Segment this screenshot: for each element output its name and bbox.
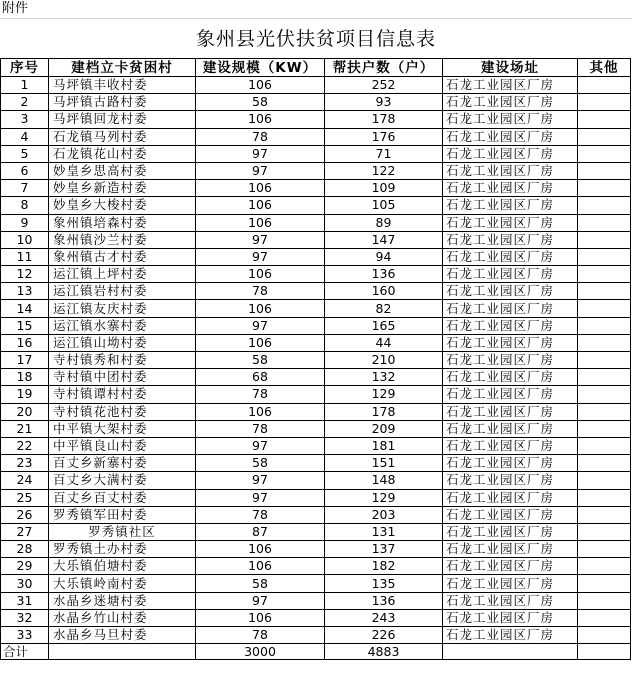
row-site: 石龙工业园区厂房 bbox=[443, 472, 578, 489]
row-other bbox=[578, 94, 631, 111]
row-other bbox=[578, 609, 631, 626]
row-scale: 106 bbox=[196, 180, 325, 197]
row-scale: 106 bbox=[196, 197, 325, 214]
row-village: 百丈乡百丈村委 bbox=[49, 489, 196, 506]
row-no: 17 bbox=[1, 352, 49, 369]
row-scale: 97 bbox=[196, 231, 325, 248]
table-row bbox=[1, 609, 631, 626]
row-no: 5 bbox=[1, 145, 49, 162]
row-households: 182 bbox=[325, 558, 443, 575]
row-site: 石龙工业园区厂房 bbox=[443, 627, 578, 644]
row-village: 中平镇大架村委 bbox=[49, 420, 196, 437]
total-empty-cell bbox=[578, 644, 631, 660]
row-scale: 97 bbox=[196, 162, 325, 179]
row-other bbox=[578, 489, 631, 506]
table-row bbox=[1, 541, 631, 558]
row-households: 178 bbox=[325, 111, 443, 128]
row-other bbox=[578, 128, 631, 145]
row-site: 石龙工业园区厂房 bbox=[443, 231, 578, 248]
row-households: 226 bbox=[325, 627, 443, 644]
row-scale: 78 bbox=[196, 627, 325, 644]
row-no: 23 bbox=[1, 455, 49, 472]
row-village: 运江镇山坳村委 bbox=[49, 334, 196, 351]
row-village: 石龙镇马列村委 bbox=[49, 128, 196, 145]
row-households: 181 bbox=[325, 437, 443, 454]
table-row bbox=[1, 403, 631, 420]
table-row bbox=[1, 420, 631, 437]
total-households: 4883 bbox=[325, 644, 443, 660]
row-no: 13 bbox=[1, 283, 49, 300]
poverty-project-table bbox=[0, 58, 631, 660]
row-village: 运江镇上坪村委 bbox=[49, 266, 196, 283]
row-site: 石龙工业园区厂房 bbox=[443, 420, 578, 437]
table-row bbox=[1, 266, 631, 283]
header-households: 帮扶户数（户） bbox=[325, 59, 443, 77]
total-scale: 3000 bbox=[196, 644, 325, 660]
row-other bbox=[578, 455, 631, 472]
table-row bbox=[1, 111, 631, 128]
row-households: 147 bbox=[325, 231, 443, 248]
row-no: 16 bbox=[1, 334, 49, 351]
table-body bbox=[1, 77, 631, 644]
row-households: 136 bbox=[325, 592, 443, 609]
row-scale: 106 bbox=[196, 266, 325, 283]
row-households: 105 bbox=[325, 197, 443, 214]
row-other bbox=[578, 386, 631, 403]
row-no: 11 bbox=[1, 248, 49, 265]
row-other bbox=[578, 575, 631, 592]
row-other bbox=[578, 317, 631, 334]
row-households: 135 bbox=[325, 575, 443, 592]
row-no: 2 bbox=[1, 94, 49, 111]
table-row bbox=[1, 506, 631, 523]
row-village: 百丈乡大满村委 bbox=[49, 472, 196, 489]
row-site: 石龙工业园区厂房 bbox=[443, 77, 578, 94]
header-site: 建设场址 bbox=[443, 59, 578, 77]
row-scale: 97 bbox=[196, 472, 325, 489]
header-row bbox=[1, 59, 631, 77]
row-scale: 106 bbox=[196, 334, 325, 351]
row-site: 石龙工业园区厂房 bbox=[443, 523, 578, 540]
row-scale: 97 bbox=[196, 248, 325, 265]
row-households: 243 bbox=[325, 609, 443, 626]
row-other bbox=[578, 558, 631, 575]
row-no: 9 bbox=[1, 214, 49, 231]
row-site: 石龙工业园区厂房 bbox=[443, 283, 578, 300]
table-row bbox=[1, 180, 631, 197]
row-households: 148 bbox=[325, 472, 443, 489]
row-no: 31 bbox=[1, 592, 49, 609]
table-row bbox=[1, 455, 631, 472]
row-site: 石龙工业园区厂房 bbox=[443, 558, 578, 575]
total-row bbox=[1, 644, 631, 660]
row-households: 165 bbox=[325, 317, 443, 334]
row-village: 大乐镇岭南村委 bbox=[49, 575, 196, 592]
header-other: 其他 bbox=[578, 59, 631, 77]
row-site: 石龙工业园区厂房 bbox=[443, 506, 578, 523]
row-village: 寺村镇中团村委 bbox=[49, 369, 196, 386]
attachment-label: 附件 bbox=[2, 1, 29, 16]
row-scale: 58 bbox=[196, 455, 325, 472]
row-scale: 97 bbox=[196, 489, 325, 506]
row-households: 129 bbox=[325, 489, 443, 506]
row-no: 1 bbox=[1, 77, 49, 94]
row-other bbox=[578, 111, 631, 128]
header-scale: 建设规模（KW） bbox=[196, 59, 325, 77]
row-no: 20 bbox=[1, 403, 49, 420]
row-scale: 68 bbox=[196, 369, 325, 386]
row-no: 4 bbox=[1, 128, 49, 145]
row-village: 象州镇培森村委 bbox=[49, 214, 196, 231]
row-other bbox=[578, 266, 631, 283]
row-no: 28 bbox=[1, 541, 49, 558]
table-row bbox=[1, 162, 631, 179]
row-village: 寺村镇谭村村委 bbox=[49, 386, 196, 403]
row-village: 运江镇水寨村委 bbox=[49, 317, 196, 334]
row-no: 14 bbox=[1, 300, 49, 317]
row-village: 大乐镇伯塘村委 bbox=[49, 558, 196, 575]
row-village: 罗秀镇军田村委 bbox=[49, 506, 196, 523]
table-title: 象州县光伏扶贫项目信息表 bbox=[195, 28, 436, 50]
row-scale: 97 bbox=[196, 592, 325, 609]
row-divider bbox=[0, 18, 632, 19]
row-village: 马坪镇古路村委 bbox=[49, 94, 196, 111]
row-households: 136 bbox=[325, 266, 443, 283]
row-no: 15 bbox=[1, 317, 49, 334]
row-village: 运江镇岩村村委 bbox=[49, 283, 196, 300]
row-no: 12 bbox=[1, 266, 49, 283]
row-village: 罗秀镇社区 bbox=[49, 523, 196, 540]
row-site: 石龙工业园区厂房 bbox=[443, 352, 578, 369]
row-site: 石龙工业园区厂房 bbox=[443, 248, 578, 265]
row-no: 19 bbox=[1, 386, 49, 403]
table-row bbox=[1, 214, 631, 231]
row-other bbox=[578, 627, 631, 644]
row-no: 24 bbox=[1, 472, 49, 489]
row-no: 29 bbox=[1, 558, 49, 575]
table-row bbox=[1, 128, 631, 145]
row-site: 石龙工业园区厂房 bbox=[443, 334, 578, 351]
row-site: 石龙工业园区厂房 bbox=[443, 197, 578, 214]
row-village: 石龙镇花山村委 bbox=[49, 145, 196, 162]
row-no: 6 bbox=[1, 162, 49, 179]
row-other bbox=[578, 420, 631, 437]
row-households: 109 bbox=[325, 180, 443, 197]
row-site: 石龙工业园区厂房 bbox=[443, 94, 578, 111]
row-other bbox=[578, 300, 631, 317]
table-row bbox=[1, 558, 631, 575]
row-other bbox=[578, 437, 631, 454]
row-village: 象州镇沙兰村委 bbox=[49, 231, 196, 248]
row-scale: 78 bbox=[196, 386, 325, 403]
row-no: 32 bbox=[1, 609, 49, 626]
table-row bbox=[1, 592, 631, 609]
row-site: 石龙工业园区厂房 bbox=[443, 369, 578, 386]
row-village: 百丈乡新寨村委 bbox=[49, 455, 196, 472]
table-row bbox=[1, 300, 631, 317]
table-row bbox=[1, 352, 631, 369]
row-other bbox=[578, 334, 631, 351]
row-scale: 58 bbox=[196, 94, 325, 111]
row-households: 122 bbox=[325, 162, 443, 179]
row-households: 132 bbox=[325, 369, 443, 386]
row-no: 22 bbox=[1, 437, 49, 454]
row-village: 寺村镇花池村委 bbox=[49, 403, 196, 420]
row-village: 寺村镇秀和村委 bbox=[49, 352, 196, 369]
row-scale: 106 bbox=[196, 300, 325, 317]
row-households: 203 bbox=[325, 506, 443, 523]
row-households: 89 bbox=[325, 214, 443, 231]
row-other bbox=[578, 283, 631, 300]
table-row bbox=[1, 145, 631, 162]
row-scale: 106 bbox=[196, 609, 325, 626]
table-row bbox=[1, 94, 631, 111]
row-scale: 106 bbox=[196, 403, 325, 420]
row-site: 石龙工业园区厂房 bbox=[443, 575, 578, 592]
row-other bbox=[578, 214, 631, 231]
row-other bbox=[578, 197, 631, 214]
row-other bbox=[578, 541, 631, 558]
row-no: 25 bbox=[1, 489, 49, 506]
row-scale: 58 bbox=[196, 575, 325, 592]
row-site: 石龙工业园区厂房 bbox=[443, 128, 578, 145]
row-no: 30 bbox=[1, 575, 49, 592]
row-scale: 106 bbox=[196, 214, 325, 231]
row-households: 94 bbox=[325, 248, 443, 265]
row-village: 水晶乡迷塘村委 bbox=[49, 592, 196, 609]
row-other bbox=[578, 248, 631, 265]
row-village: 水晶乡竹山村委 bbox=[49, 609, 196, 626]
row-site: 石龙工业园区厂房 bbox=[443, 180, 578, 197]
row-village: 运江镇友庆村委 bbox=[49, 300, 196, 317]
row-no: 27 bbox=[1, 523, 49, 540]
table-row bbox=[1, 627, 631, 644]
row-scale: 106 bbox=[196, 558, 325, 575]
table-row bbox=[1, 248, 631, 265]
row-scale: 87 bbox=[196, 523, 325, 540]
row-households: 129 bbox=[325, 386, 443, 403]
table-row bbox=[1, 231, 631, 248]
row-households: 160 bbox=[325, 283, 443, 300]
row-site: 石龙工业园区厂房 bbox=[443, 111, 578, 128]
row-other bbox=[578, 523, 631, 540]
row-households: 151 bbox=[325, 455, 443, 472]
table-row bbox=[1, 437, 631, 454]
row-scale: 106 bbox=[196, 111, 325, 128]
row-site: 石龙工业园区厂房 bbox=[443, 592, 578, 609]
row-other bbox=[578, 352, 631, 369]
row-site: 石龙工业园区厂房 bbox=[443, 489, 578, 506]
row-other bbox=[578, 77, 631, 94]
row-site: 石龙工业园区厂房 bbox=[443, 214, 578, 231]
row-other bbox=[578, 592, 631, 609]
row-scale: 106 bbox=[196, 77, 325, 94]
row-site: 石龙工业园区厂房 bbox=[443, 300, 578, 317]
row-scale: 58 bbox=[196, 352, 325, 369]
row-households: 209 bbox=[325, 420, 443, 437]
row-other bbox=[578, 506, 631, 523]
row-other bbox=[578, 162, 631, 179]
row-village: 马坪镇丰收村委 bbox=[49, 77, 196, 94]
row-households: 131 bbox=[325, 523, 443, 540]
row-households: 252 bbox=[325, 77, 443, 94]
row-other bbox=[578, 180, 631, 197]
row-no: 3 bbox=[1, 111, 49, 128]
row-no: 10 bbox=[1, 231, 49, 248]
row-no: 33 bbox=[1, 627, 49, 644]
table-row bbox=[1, 197, 631, 214]
row-other bbox=[578, 369, 631, 386]
row-village: 马坪镇回龙村委 bbox=[49, 111, 196, 128]
row-households: 176 bbox=[325, 128, 443, 145]
row-site: 石龙工业园区厂房 bbox=[443, 437, 578, 454]
row-village: 中平镇良山村委 bbox=[49, 437, 196, 454]
row-scale: 78 bbox=[196, 420, 325, 437]
row-other bbox=[578, 145, 631, 162]
table-row bbox=[1, 369, 631, 386]
table-row bbox=[1, 489, 631, 506]
row-site: 石龙工业园区厂房 bbox=[443, 162, 578, 179]
row-site: 石龙工业园区厂房 bbox=[443, 403, 578, 420]
row-scale: 106 bbox=[196, 541, 325, 558]
row-scale: 97 bbox=[196, 317, 325, 334]
row-site: 石龙工业园区厂房 bbox=[443, 266, 578, 283]
total-empty-cell bbox=[443, 644, 578, 660]
row-households: 210 bbox=[325, 352, 443, 369]
table-row bbox=[1, 386, 631, 403]
row-village: 水晶乡马旦村委 bbox=[49, 627, 196, 644]
header-village: 建档立卡贫困村 bbox=[49, 59, 196, 77]
table-row bbox=[1, 523, 631, 540]
row-households: 71 bbox=[325, 145, 443, 162]
row-scale: 78 bbox=[196, 128, 325, 145]
row-no: 8 bbox=[1, 197, 49, 214]
row-households: 137 bbox=[325, 541, 443, 558]
total-label: 合计 bbox=[1, 644, 49, 660]
table-row bbox=[1, 77, 631, 94]
row-households: 93 bbox=[325, 94, 443, 111]
row-households: 178 bbox=[325, 403, 443, 420]
table-row bbox=[1, 317, 631, 334]
row-village: 妙皇乡新造村委 bbox=[49, 180, 196, 197]
row-households: 82 bbox=[325, 300, 443, 317]
table-row bbox=[1, 334, 631, 351]
header-no: 序号 bbox=[1, 59, 49, 77]
row-scale: 78 bbox=[196, 506, 325, 523]
row-site: 石龙工业园区厂房 bbox=[443, 541, 578, 558]
row-village: 罗秀镇土办村委 bbox=[49, 541, 196, 558]
row-site: 石龙工业园区厂房 bbox=[443, 145, 578, 162]
row-households: 44 bbox=[325, 334, 443, 351]
row-other bbox=[578, 472, 631, 489]
row-no: 7 bbox=[1, 180, 49, 197]
table-row bbox=[1, 575, 631, 592]
table-row bbox=[1, 472, 631, 489]
table-row bbox=[1, 283, 631, 300]
row-village: 妙皇乡大梭村委 bbox=[49, 197, 196, 214]
row-site: 石龙工业园区厂房 bbox=[443, 455, 578, 472]
row-no: 26 bbox=[1, 506, 49, 523]
row-site: 石龙工业园区厂房 bbox=[443, 317, 578, 334]
row-other bbox=[578, 403, 631, 420]
row-other bbox=[578, 231, 631, 248]
row-site: 石龙工业园区厂房 bbox=[443, 609, 578, 626]
row-no: 21 bbox=[1, 420, 49, 437]
row-village: 象州镇古才村委 bbox=[49, 248, 196, 265]
row-scale: 78 bbox=[196, 283, 325, 300]
total-empty-cell bbox=[49, 644, 196, 660]
row-scale: 97 bbox=[196, 437, 325, 454]
row-no: 18 bbox=[1, 369, 49, 386]
row-scale: 97 bbox=[196, 145, 325, 162]
row-site: 石龙工业园区厂房 bbox=[443, 386, 578, 403]
row-village: 妙皇乡思高村委 bbox=[49, 162, 196, 179]
